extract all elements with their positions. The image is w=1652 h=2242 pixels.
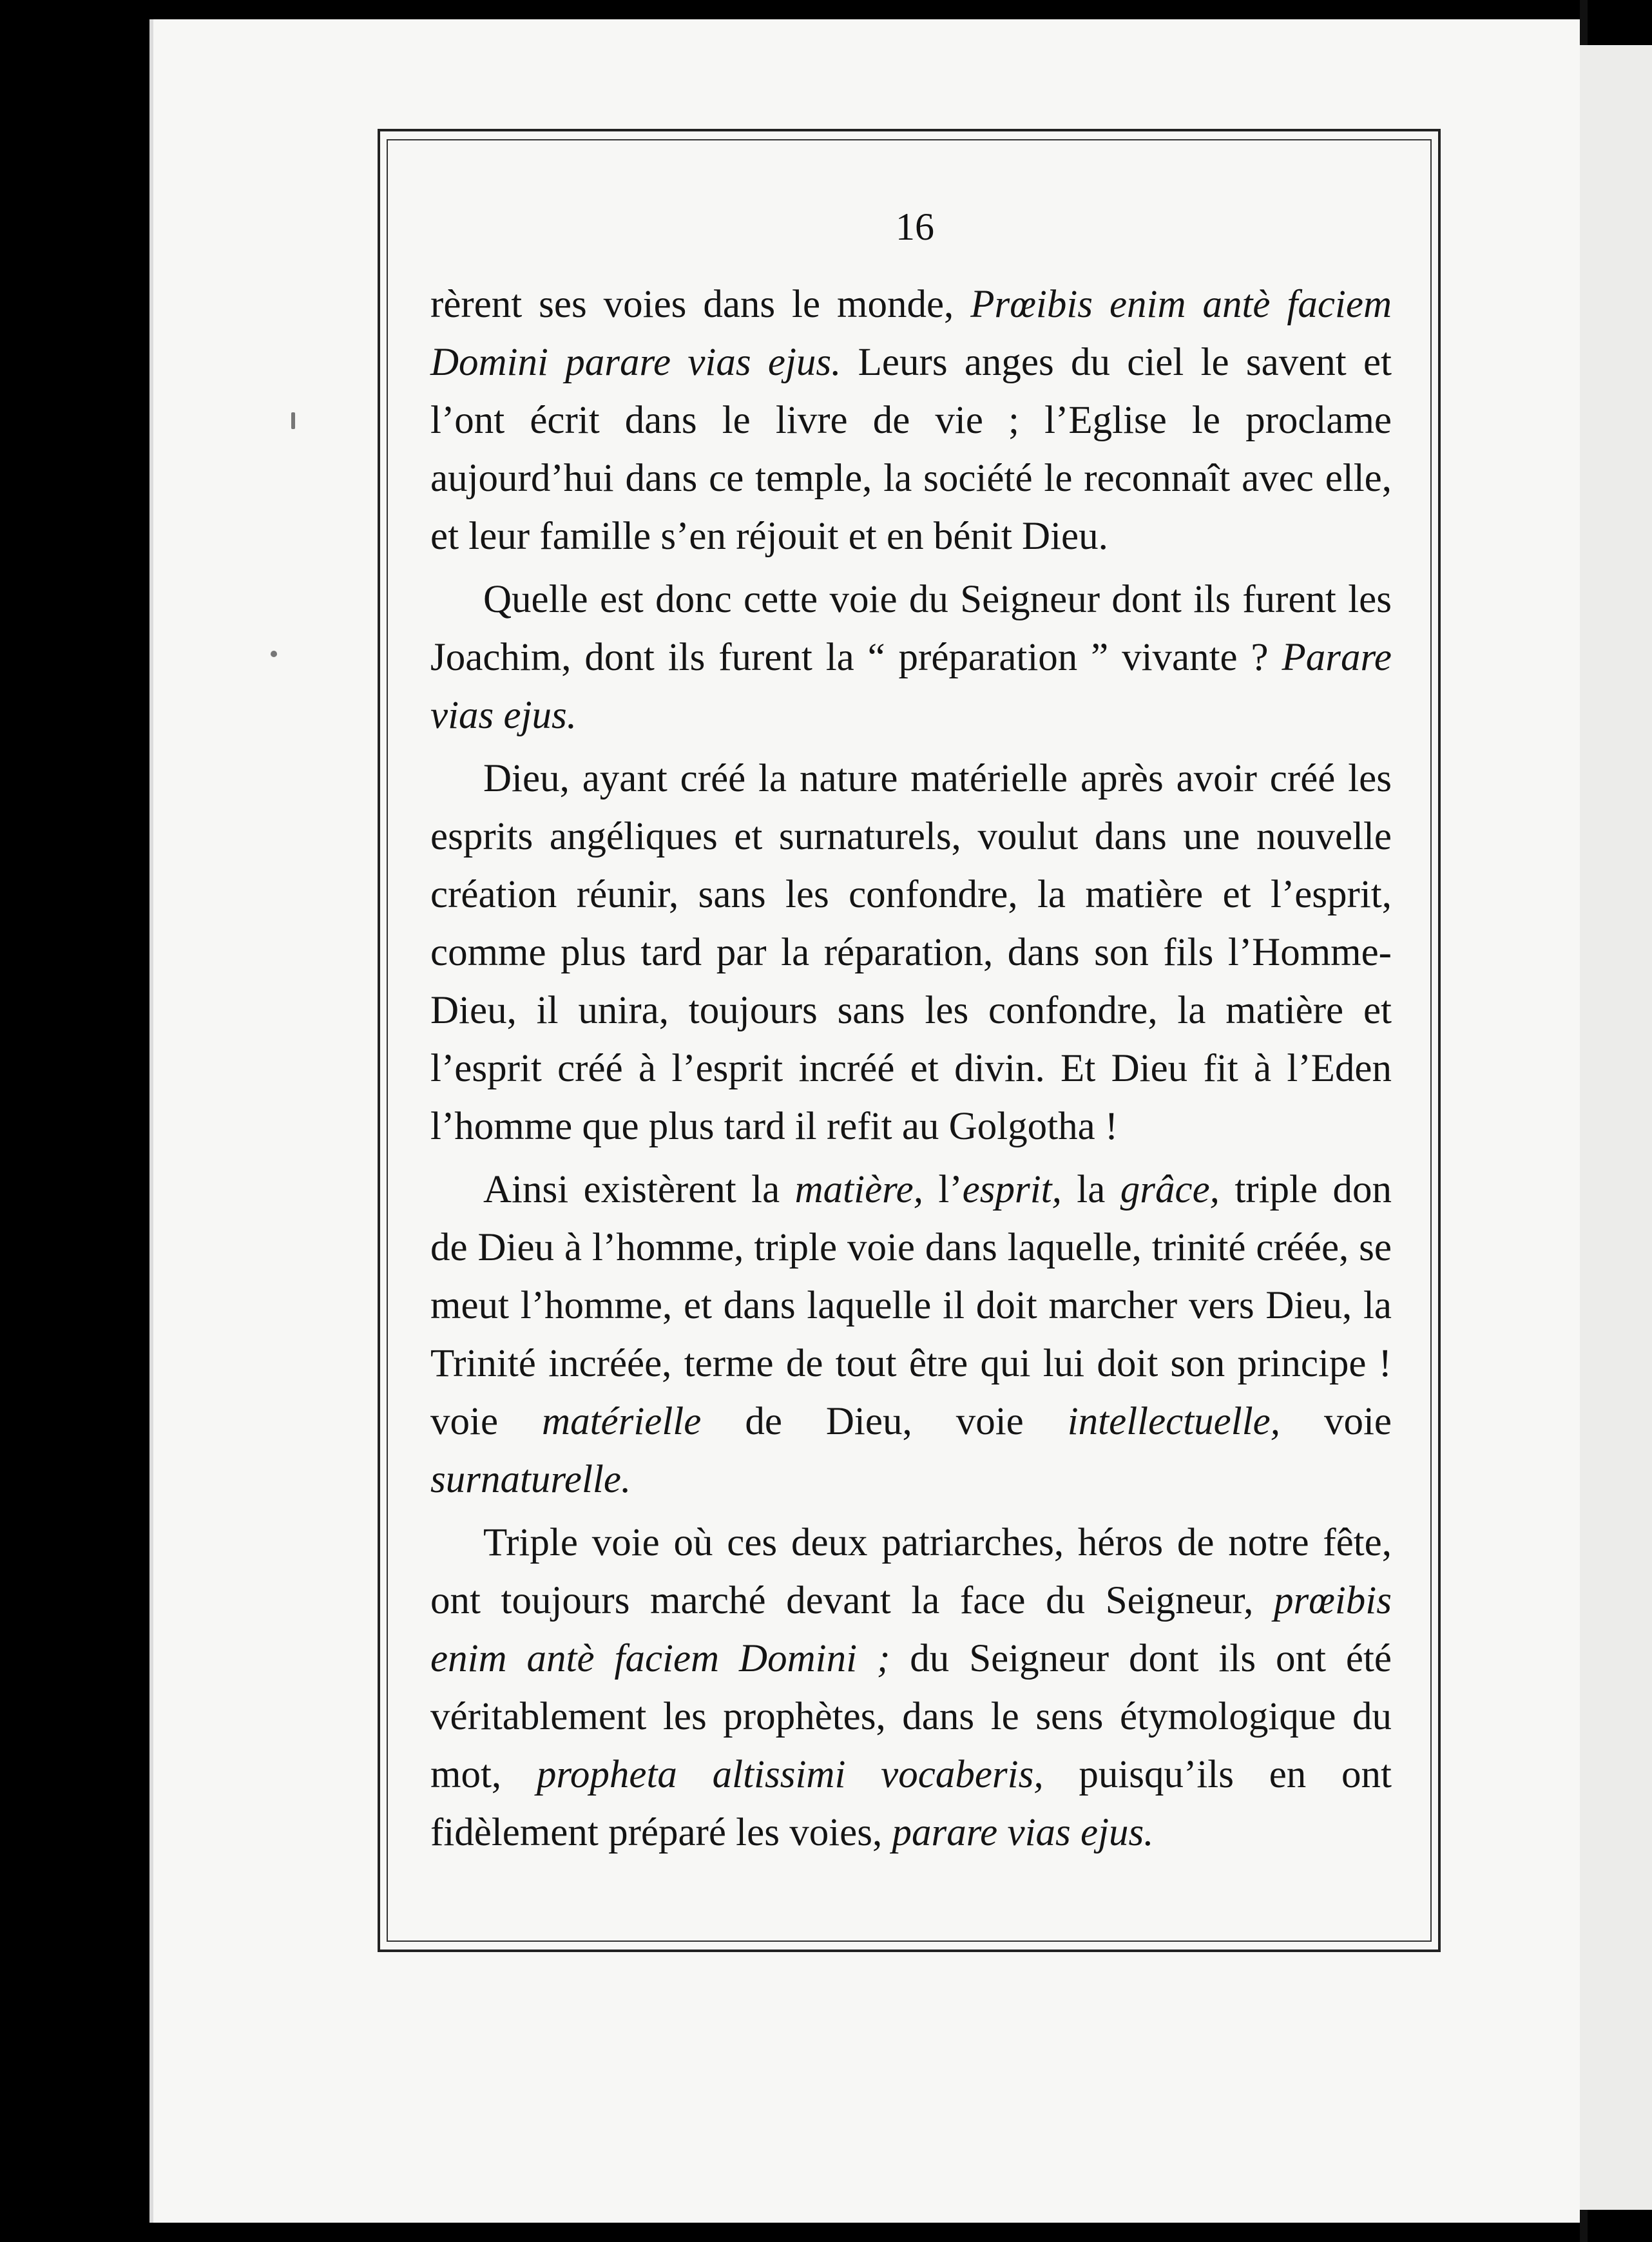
page-number: 16 (896, 206, 934, 248)
latin-quote: parare vias ejus. (892, 1811, 1154, 1854)
text-run: la (1061, 1168, 1120, 1211)
text-run: triple don de Dieu à l’homme, triple voie dans laquelle, trinité créée, se meut l’homme, et dans laquelle il doit marcher vers Dieu, la Trinité incréée, terme de tout être qui lui doit son principe ! voie (430, 1168, 1392, 1443)
paragraph (430, 750, 1392, 1156)
text-run: Triple voie où ces deux patriarches, héros de notre fête, ont toujours marché devant la face du Seigneur, (430, 1521, 1392, 1622)
paragraph (430, 276, 1392, 566)
text-run: Ainsi existèrent la (483, 1168, 795, 1211)
text-run: Dieu, ayant créé la nature matérielle après avoir créé les esprits angéliques et surnaturels, voulut dans une nouvelle création réunir, sans les confondre, la matière et l’esprit, comme plus tard par la réparation, dans son fils l’Homme-Dieu, il unira, toujours sans les confondre, la matière et l’esprit créé à l’esprit incréé et divin. Et Dieu fit à l’Eden l’homme que plus tard il refit au Golgotha ! (430, 757, 1392, 1148)
text-run: Leurs anges du ciel le savent et l’ont écrit dans le livre de vie ; l’Eglise le proclame aujourd’hui dans ce temple, la société le reconnaît avec elle, et leur famille s’en réjouit et en bénit Dieu. (430, 341, 1392, 558)
paragraph (430, 1514, 1392, 1862)
text-run: de Dieu, voie (701, 1400, 1068, 1443)
text-run: rèrent ses voies dans le monde, (430, 283, 971, 326)
text-run: Quelle est donc cette voie du Seigneur dont ils furent les Joachim, dont ils furent la “ préparation ” vivante ? (430, 578, 1392, 679)
latin-quote: surnaturelle. (430, 1458, 631, 1501)
latin-quote: Parare vias ejus. (430, 636, 1392, 737)
latin-quote: matière, (794, 1168, 923, 1211)
page-speck (271, 651, 277, 657)
body-text (430, 276, 1392, 1867)
paragraph (430, 1161, 1392, 1509)
paragraph (430, 571, 1392, 745)
text-run: puisqu’ils en ont fidèlement préparé les voies, (430, 1753, 1392, 1854)
latin-quote: esprit, (962, 1168, 1062, 1211)
text-run: du Seigneur dont ils ont été véritablement les prophètes, dans le sens étymologique du mot, (430, 1637, 1392, 1796)
latin-quote: intellectuelle, (1067, 1400, 1280, 1443)
adjacent-page-edge (1580, 45, 1652, 2210)
latin-quote: prœibis enim antè faciem Domini ; (430, 1579, 1392, 1680)
latin-quote: Prœibis enim antè faciem Domini parare vias ejus. (430, 283, 1392, 384)
text-run: l’ (923, 1168, 963, 1211)
latin-quote: matérielle (542, 1400, 702, 1443)
text-run: voie (1280, 1400, 1392, 1443)
latin-quote: grâce, (1120, 1168, 1220, 1211)
page-speck (291, 412, 295, 429)
latin-quote: propheta altissimi vocaberis, (536, 1753, 1044, 1796)
